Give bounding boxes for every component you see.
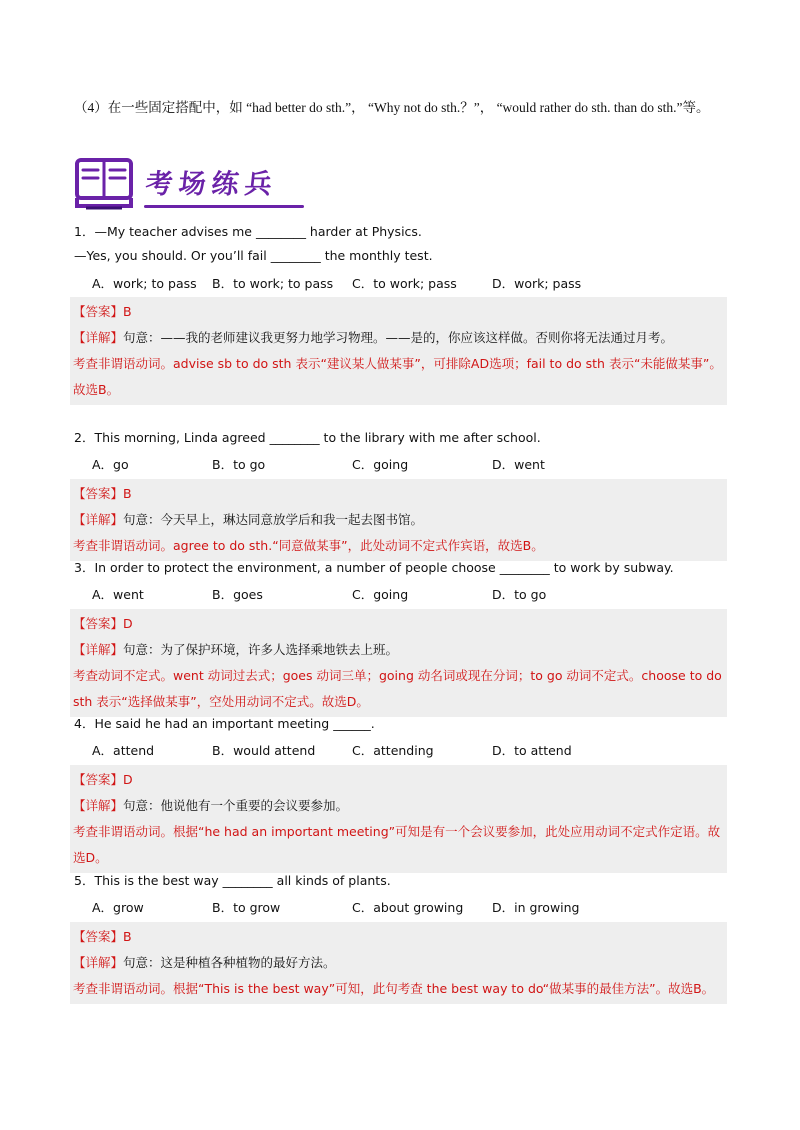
- question-1-stem: 1．—My teacher advises me ________ harder at Physics.: [74, 224, 422, 239]
- option-a: A．go: [92, 457, 129, 472]
- question-4-answer-box: [70, 765, 727, 873]
- option-c: C．attending: [352, 743, 434, 758]
- option-b: B．to work; to pass: [212, 276, 334, 291]
- option-c: C．going: [352, 457, 409, 472]
- question-1-stem-reply: —Yes, you should. Or you’ll fail ________ the monthly test.: [74, 248, 433, 263]
- question-1-options: [92, 274, 692, 294]
- option-a: A．work; to pass: [92, 276, 197, 291]
- sentence-meaning: 句意：这是种植各种植物的最好方法。: [123, 955, 336, 970]
- option-d: D．in growing: [492, 900, 580, 915]
- book-icon: [74, 156, 136, 212]
- option-c: C．to work; pass: [352, 276, 457, 291]
- answer-label: 【答案】B: [73, 929, 132, 944]
- detail-label: 【详解】: [73, 512, 124, 527]
- sentence-meaning: 句意：——我的老师建议我更努力地学习物理。——是的，你应该这样做。否则你将无法通过月考。: [123, 330, 674, 345]
- option-b: B．to grow: [212, 900, 281, 915]
- explanation: 考查非谓语动词。根据“he had an important meeting”可知是有一个会议要参加，此处应用动词不定式作定语。故选D。: [73, 824, 721, 865]
- question-1-answer-box: [70, 297, 727, 405]
- question-2-stem: 2．This morning, Linda agreed ________ to the library with me after school.: [74, 430, 541, 445]
- answer-label: 【答案】D: [73, 772, 133, 787]
- question-2-answer-box: [70, 479, 727, 561]
- option-a: A．went: [92, 587, 144, 602]
- question-4-stem: 4．He said he had an important meeting ______.: [74, 716, 375, 731]
- explanation: 考查非谓语动词。agree to do sth.“同意做某事”，此处动词不定式作宾语，故选B。: [73, 538, 544, 553]
- question-3-answer-box: [70, 609, 727, 717]
- option-d: D．to attend: [492, 743, 572, 758]
- option-c: C．going: [352, 587, 409, 602]
- question-5-options: [92, 898, 692, 918]
- detail-label: 【详解】: [73, 330, 124, 345]
- detail-label: 【详解】: [73, 642, 124, 657]
- question-3-stem: 3．In order to protect the environment, a number of people choose ________ to work by subway.: [74, 560, 674, 575]
- explanation: 考查动词不定式。went 动词过去式；goes 动词三单；going 动名词或现在分词；to go 动词不定式。choose to do sth 表示“选择做某事”，空处用动词不定式。故选D。: [73, 668, 722, 709]
- section-banner: [74, 156, 314, 212]
- explanation: 考查非谓语动词。根据“This is the best way”可知，此句考查 the best way to do“做某事的最佳方法”。故选B。: [73, 981, 715, 996]
- option-d: D．work; pass: [492, 276, 582, 291]
- option-a: A．grow: [92, 900, 144, 915]
- question-2-options: [92, 455, 692, 475]
- option-d: D．to go: [492, 587, 547, 602]
- question-4-options: [92, 741, 692, 761]
- banner-underline: [144, 205, 304, 208]
- answer-label: 【答案】D: [73, 616, 133, 631]
- banner-title: 考场练兵: [144, 169, 280, 200]
- sentence-meaning: 句意：为了保护环境，许多人选择乘地铁去上班。: [123, 642, 399, 657]
- sentence-meaning: 句意：今天早上，琳达同意放学后和我一起去图书馆。: [123, 512, 424, 527]
- option-b: B．would attend: [212, 743, 316, 758]
- option-b: B．goes: [212, 587, 263, 602]
- detail-label: 【详解】: [73, 798, 124, 813]
- sentence-meaning: 句意：他说他有一个重要的会议要参加。: [123, 798, 349, 813]
- detail-label: 【详解】: [73, 955, 124, 970]
- answer-label: 【答案】B: [73, 304, 132, 319]
- option-b: B．to go: [212, 457, 266, 472]
- option-c: C．about growing: [352, 900, 464, 915]
- intro-paragraph: （4）在一些固定搭配中，如 “had better do sth.”， “Why not do sth.？”， “would rather do sth. than do sth.”等。: [74, 100, 710, 115]
- question-5-answer-box: [70, 922, 727, 1004]
- explanation: 考查非谓语动词。advise sb to do sth 表示“建议某人做某事”，可排除AD选项；fail to do sth 表示“未能做某事”。故选B。: [73, 356, 722, 397]
- answer-label: 【答案】B: [73, 486, 132, 501]
- question-3-options: [92, 585, 692, 605]
- option-d: D．went: [492, 457, 545, 472]
- question-5-stem: 5．This is the best way ________ all kinds of plants.: [74, 873, 391, 888]
- option-a: A．attend: [92, 743, 155, 758]
